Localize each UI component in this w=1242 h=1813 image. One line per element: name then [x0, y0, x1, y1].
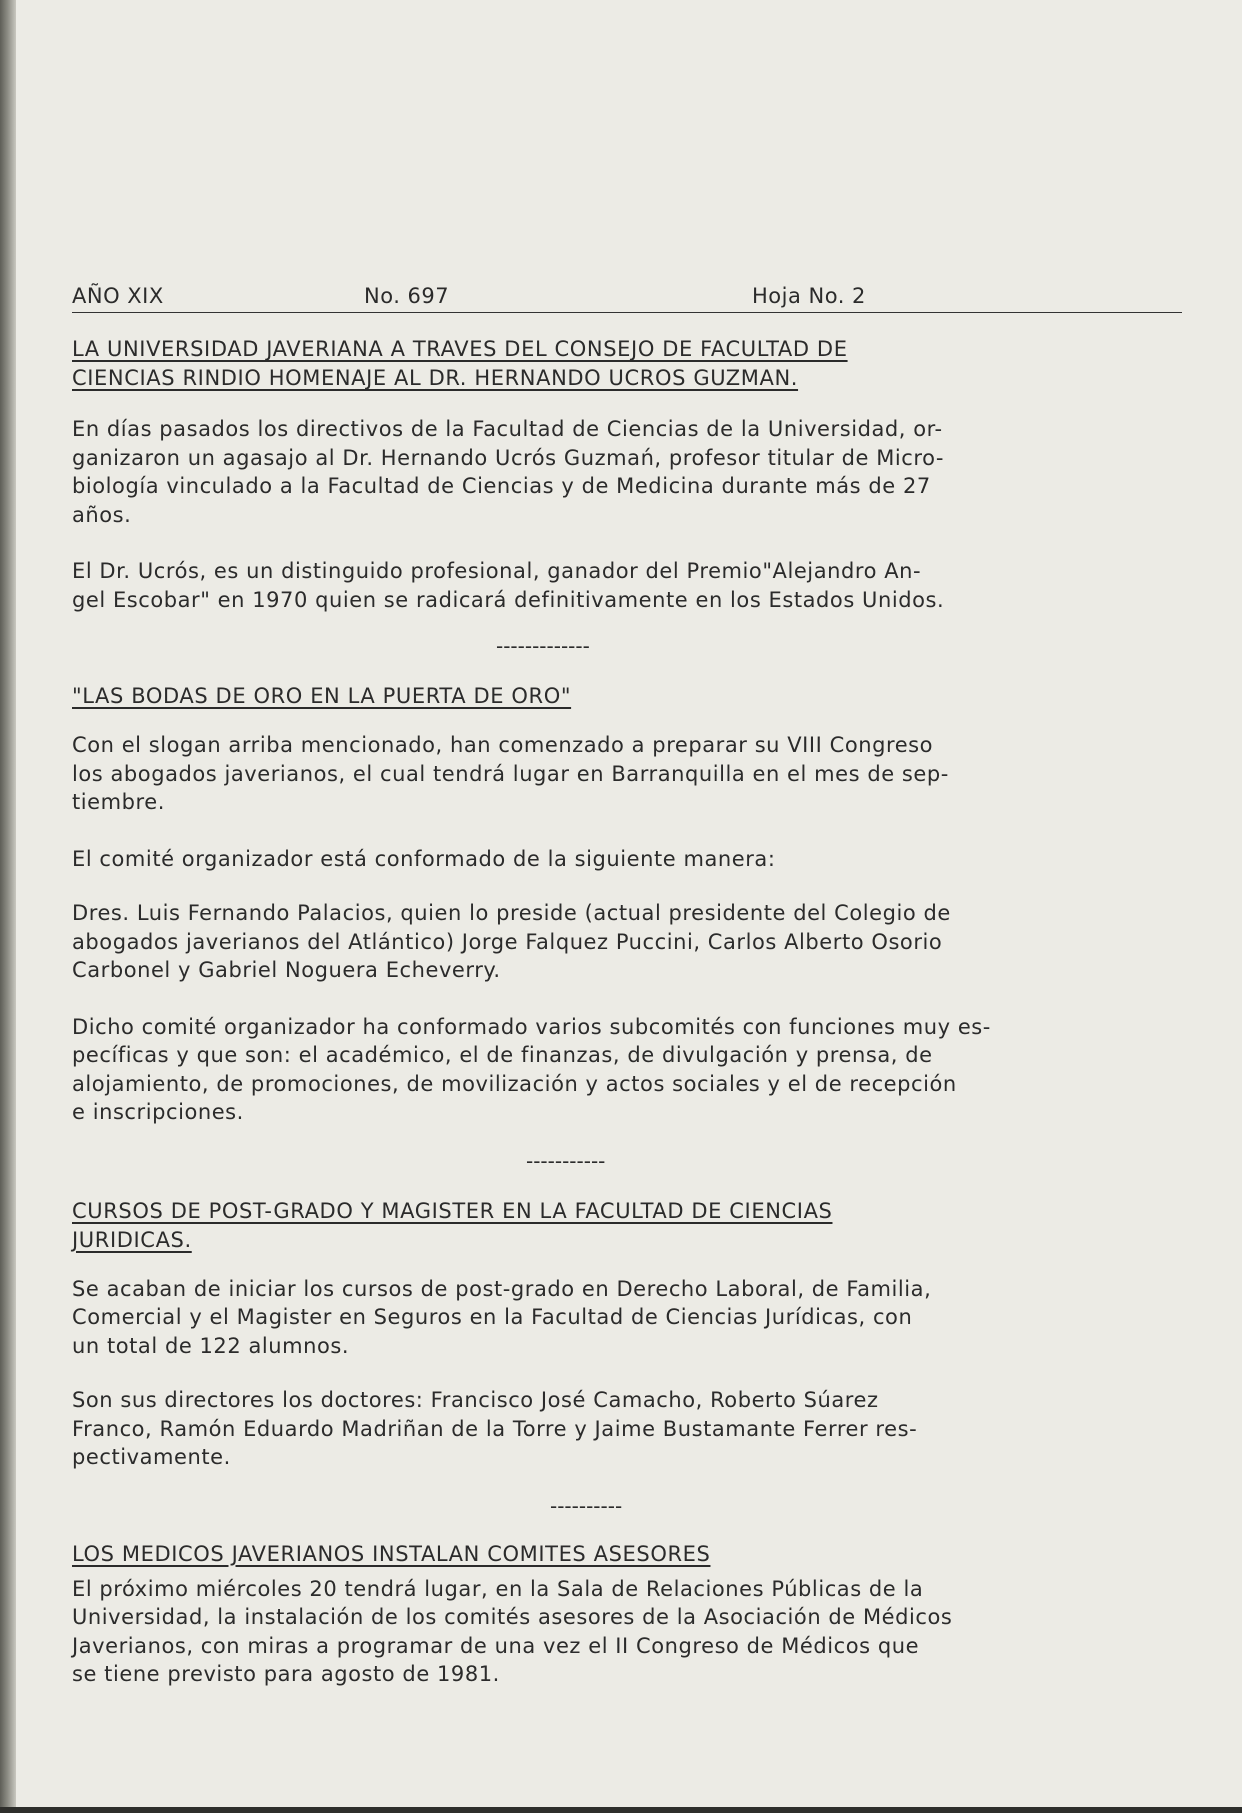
text-line: tiembre.: [72, 790, 165, 814]
article-medicos-comites: [72, 1540, 1192, 1689]
text-line: Dicho comité organizador ha conformado varios subcomités con funciones muy es-: [72, 1014, 991, 1039]
section-separator: -------------: [496, 634, 590, 658]
text-line: Franco, Ramón Eduardo Madriñan de la Torre y Jaime Bustamante Ferrer res-: [72, 1416, 918, 1441]
article-paragraph: [72, 415, 1172, 529]
article-homenaje-ucros: [72, 335, 1192, 658]
text-line: Dres. Luis Fernando Palacios, quien lo preside (actual presidente del Colegio de: [72, 901, 951, 925]
text-line: El comité organizador está conformado de la siguiente manera:: [72, 846, 776, 871]
text-line: abogados javerianos del Atlántico) Jorge Falquez Puccini, Carlos Alberto Osorio: [72, 929, 943, 954]
article-paragraph: [72, 1275, 1172, 1361]
headline-line: CIENCIAS RINDIO HOMENAJE AL DR. HERNANDO UCROS GUZMAN.: [72, 366, 799, 390]
text-line: El Dr. Ucrós, es un distinguido profesional, ganador del Premio"Alejandro An-: [72, 559, 922, 583]
text-line: Se acaban de iniciar los cursos de post-grado en Derecho Laboral, de Familia,: [72, 1276, 932, 1301]
text-line: ganizaron un agasajo al Dr. Hernando Ucrós Guzmań, profesor titular de Micro-: [72, 445, 944, 470]
text-line: años.: [72, 502, 132, 527]
article-headline: [72, 1197, 1192, 1255]
text-line: un total de 122 alumnos.: [72, 1333, 350, 1358]
headline-line: JURIDICAS.: [72, 1227, 192, 1252]
section-separator: ----------: [550, 1493, 623, 1518]
text-line: Comercial y el Magister en Seguros en la Facultad de Ciencias Jurídicas, con: [72, 1305, 913, 1329]
text-line: biología vinculado a la Facultad de Ciencias y de Medicina durante más de 27: [72, 474, 931, 498]
text-line: los abogados javerianos, el cual tendrá lugar en Barranquilla en el mes de sep-: [72, 761, 949, 786]
text-line: Javerianos, con miras a programar de una vez el II Congreso de Médicos que: [72, 1633, 920, 1658]
headline-line: "LAS BODAS DE ORO EN LA PUERTA DE ORO": [72, 684, 572, 708]
article-paragraph: [72, 557, 1172, 614]
section-separator: -----------: [526, 1148, 606, 1173]
article-headline: [72, 1540, 1192, 1569]
text-line: En días pasados los directivos de la Facultad de Ciencias de la Universidad, or-: [72, 417, 943, 441]
article-paragraph: [72, 899, 1172, 985]
header-issue-number: No. 697: [364, 284, 450, 308]
text-line: se tiene previsto para agosto de 1981.: [72, 1662, 500, 1686]
text-line: Universidad, la instalación de los comités asesores de la Asociación de Médicos: [72, 1605, 953, 1629]
article-paragraph: [72, 1386, 1172, 1472]
header-year: AÑO XIX: [72, 284, 164, 308]
text-line: gel Escobar" en 1970 quien se radicará definitivamente en los Estados Unidos.: [72, 587, 945, 612]
text-line: Carbonel y Gabriel Noguera Echeverry.: [72, 958, 501, 982]
header-sheet-number: Hoja No. 2: [752, 284, 866, 308]
page-bottom-edge: [0, 1807, 1242, 1813]
article-headline: [72, 335, 1192, 393]
article-headline: [72, 682, 1192, 711]
book-binding-edge: [0, 0, 16, 1813]
newsletter-page: [72, 282, 1192, 1689]
article-bodas-de-oro: [72, 682, 1192, 1173]
article-cursos-postgrado: [72, 1197, 1192, 1518]
headline-line: CURSOS DE POST-GRADO Y MAGISTER EN LA FACULTAD DE CIENCIAS: [72, 1198, 833, 1223]
newsletter-header: [72, 282, 1182, 313]
headline-line: LA UNIVERSIDAD JAVERIANA A TRAVES DEL CONSEJO DE FACULTAD DE: [72, 337, 848, 361]
text-line: Con el slogan arriba mencionado, han comenzado a preparar su VIII Congreso: [72, 733, 934, 757]
article-paragraph: [72, 1575, 1172, 1689]
text-line: pecíficas y que son: el académico, el de finanzas, de divulgación y prensa, de: [72, 1043, 933, 1067]
headline-line: LOS MEDICOS JAVERIANOS INSTALAN COMITES ASESORES: [72, 1541, 711, 1566]
article-paragraph: [72, 1013, 1172, 1127]
text-line: pectivamente.: [72, 1445, 231, 1469]
text-line: Son sus directores los doctores: Francisco José Camacho, Roberto Súarez: [72, 1388, 879, 1412]
article-paragraph: [72, 731, 1172, 817]
text-line: alojamiento, de promociones, de movilización y actos sociales y el de recepción: [72, 1071, 957, 1096]
article-paragraph: [72, 845, 1172, 874]
text-line: El próximo miércoles 20 tendrá lugar, en la Sala de Relaciones Públicas de la: [72, 1576, 924, 1601]
text-line: e inscripciones.: [72, 1100, 244, 1124]
